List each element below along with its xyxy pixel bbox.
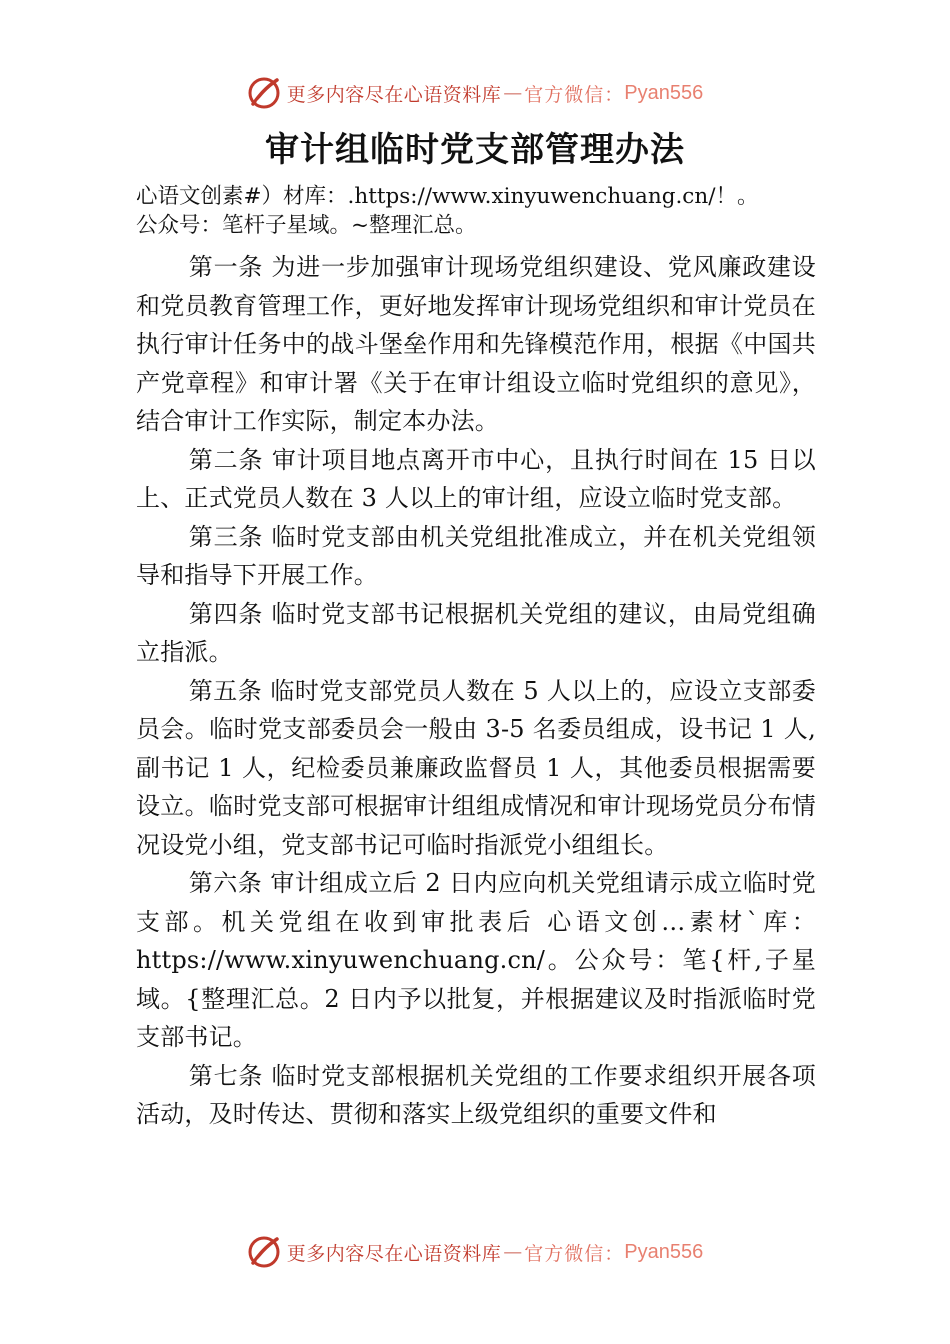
header-watermark (0, 73, 950, 113)
article-4: 第四条 临时党支部书记根据机关党组的建议，由局党组确立指派。 (136, 599, 816, 666)
article-5: 第五条 临时党支部党员人数在 5 人以上的，应设立支部委员会。临时党支部委员会一般由 3-5 名委员组成，设书记 1 人,副书记 1 人，纪检委员兼廉政监督员 1 人，其他委员根据需要设立。临时党支部可根据审计组组成情况和审计现场党员分布情况设党小组，党支部书记可临时指派党小组组长。 (136, 676, 816, 859)
watermark-official-label: 官方微信： (524, 1242, 625, 1265)
watermark-wechat-id: Pyan556 (624, 1240, 704, 1263)
watermark-wechat-id: Pyan556 (624, 81, 704, 104)
watermark-text: 更多内容尽在心语资料库 (286, 1242, 502, 1265)
intro-block (136, 182, 816, 240)
article-6: 第六条 审计组成立后 2 日内应向机关党组请示成立临时党支部。机关党组在收到审批表后 心语文创…素材`库：https://www.xinyuwenchuang.cn/。公众号：笔{杆,子星域。{整理汇总。2 日内予以批复，并根据建议及时指派临时党支部书记。 (136, 869, 816, 1051)
document-body (136, 182, 816, 1134)
watermark-text: 更多内容尽在心语资料库 (286, 83, 502, 106)
watermark-official-label: 官方微信： (524, 83, 625, 106)
article-1: 第一条 为进一步加强审计现场党组织建设、党风廉政建设和党员教育管理工作，更好地发挥审计现场党组织和审计党员在执行审计任务中的战斗堡垒作用和先锋模范作用，根据《中国共产党章程》和审计署《关于在审计组设立临时党组织的意见》，结合审计工作实际，制定本办法。 (136, 253, 816, 435)
footer-watermark (0, 1232, 950, 1272)
pen-logo-icon (247, 1235, 281, 1269)
article-2: 第二条 审计项目地点离开市中心，且执行时间在 15 日以上、正式党员人数在 3 人以上的审计组，应设立临时党支部。 (136, 445, 816, 512)
watermark-separator: — (503, 82, 523, 104)
pen-logo-icon (247, 76, 281, 110)
watermark-separator: — (503, 1241, 523, 1263)
document-title: 审计组临时党支部管理办法 (265, 130, 685, 170)
intro-line: 公众号：笔杆子星域。~整理汇总。 (136, 213, 477, 238)
article-3: 第三条 临时党支部由机关党组批准成立，并在机关党组领导和指导下开展工作。 (136, 522, 816, 589)
intro-line: 心语文创素#）材库：.https://www.xinyuwenchuang.cn/！。 (136, 184, 759, 209)
article-7: 第七条 临时党支部根据机关党组的工作要求组织开展各项活动，及时传达、贯彻和落实上级党组织的重要文件和 (136, 1061, 816, 1128)
